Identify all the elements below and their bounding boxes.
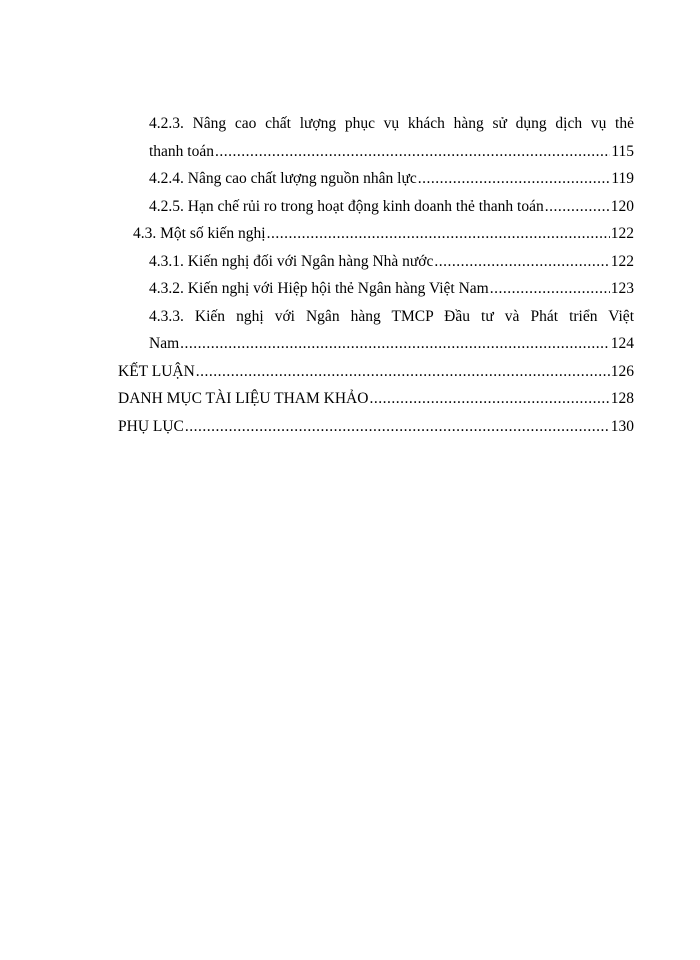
toc-entry-4-3-1: [118, 248, 634, 276]
toc-entry-4-3: [118, 220, 634, 248]
toc-entry-4-3-2: [118, 275, 634, 303]
toc-entry-title: PHỤ LỤC: [118, 417, 184, 435]
toc-page-number: 122: [610, 252, 634, 270]
dot-leader: [267, 220, 610, 248]
toc-entry-title: DANH MỤC TÀI LIỆU THAM KHẢO: [118, 390, 369, 407]
dot-leader: [490, 275, 610, 303]
toc-page-number: 122: [610, 225, 634, 242]
toc-entry-title: 4.2.3. Nâng cao chất lượng phục vụ khách hàng sử dụng dịch vụ thẻ: [149, 115, 634, 132]
toc-page-number: 128: [610, 390, 634, 407]
toc-entry-4-2-5: [118, 193, 634, 221]
dot-leader: [434, 248, 609, 276]
toc-page-number: 130: [610, 417, 634, 435]
toc-entry-4-3-3-line2: [118, 330, 634, 358]
toc-entry-title: 4.2.5. Hạn chế rủi ro trong hoạt động kinh doanh thẻ thanh toán: [149, 197, 544, 215]
toc-entry-4-2-3-line1: [118, 110, 634, 138]
toc-entry-4-3-3-line1: [118, 303, 634, 331]
toc-entry-title: 4.3.3. Kiến nghị với Ngân hàng TMCP Đầu tư và Phát triển Việt: [149, 307, 634, 325]
toc-entry-title: 4.3.2. Kiến nghị với Hiệp hội thẻ Ngân hàng Việt Nam: [149, 280, 489, 297]
toc-entry-title: KẾT LUẬN: [118, 362, 195, 380]
dot-leader: [369, 385, 609, 413]
toc-page-number: 115: [611, 142, 634, 160]
toc-page-number: 119: [611, 170, 634, 187]
toc-page-number: 120: [610, 197, 634, 215]
toc-entry-ket-luan: [118, 358, 634, 386]
toc-entry-4-2-4: [118, 165, 634, 193]
toc-entry-title: 4.3. Một số kiến nghị: [133, 225, 266, 242]
dot-leader: [180, 330, 610, 358]
dot-leader: [418, 165, 611, 193]
toc-entry-title: 4.3.1. Kiến nghị đối với Ngân hàng Nhà nước: [149, 252, 434, 270]
dot-leader: [215, 138, 610, 166]
table-of-contents: [118, 110, 634, 440]
toc-entry-title: thanh toán: [149, 142, 214, 160]
toc-page-number: 126: [610, 362, 634, 380]
dot-leader: [545, 193, 610, 221]
dot-leader: [196, 358, 610, 386]
toc-entry-4-2-3-line2: [118, 138, 634, 166]
toc-entry-title: 4.2.4. Nâng cao chất lượng nguồn nhân lực: [149, 170, 417, 187]
toc-page-number: 124: [610, 335, 634, 352]
toc-entry-title: Nam: [149, 335, 180, 352]
toc-entry-danh-muc: [118, 385, 634, 413]
toc-page-number: 123: [610, 280, 634, 297]
toc-entry-phu-luc: [118, 413, 634, 441]
dot-leader: [185, 413, 610, 441]
